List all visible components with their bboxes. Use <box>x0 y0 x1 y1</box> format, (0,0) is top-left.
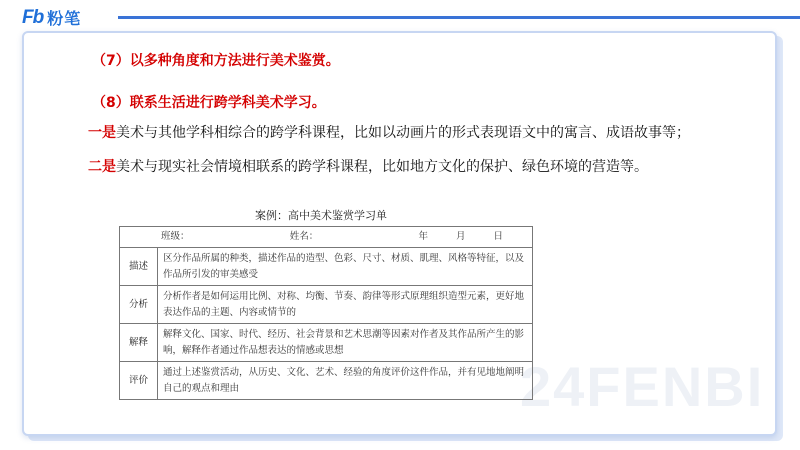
row-text: 通过上述鉴赏活动，从历史、文化、艺术、经验的角度评价这件作品，并有见地地阐明自己的观点和理由 <box>158 362 533 400</box>
fb-logo-icon <box>22 8 43 28</box>
date-field <box>418 229 503 245</box>
row-category: 描述 <box>120 248 158 286</box>
point-8: （8）联系生活进行跨学科美术学习。 <box>92 95 326 111</box>
point-7: （7）以多种角度和方法进行美术鉴赏。 <box>92 53 340 69</box>
table-header-row <box>120 227 533 248</box>
year-label: 年 <box>418 231 428 242</box>
logo-mark-text: Fb <box>22 6 44 28</box>
brand-name: 粉笔 <box>47 9 82 28</box>
row-category: 分析 <box>120 286 158 324</box>
case-table <box>119 226 533 400</box>
row-text: 分析作者是如何运用比例、对称、均衡、节奏、韵律等形式原理组织造型元素，更好地表达作品的主题、内容或情节的 <box>158 286 533 324</box>
case-title: 案例：高中美术鉴赏学习单 <box>255 209 387 222</box>
description-1 <box>88 123 690 143</box>
row-category: 评价 <box>120 362 158 400</box>
description-lead: 二是 <box>88 159 116 175</box>
header-cell <box>120 227 533 248</box>
watermark: 24FENBI <box>520 355 765 418</box>
class-field-label: 班级： <box>161 231 190 242</box>
header-divider <box>118 16 800 19</box>
row-text: 解释文化、国家、时代、经历、社会背景和艺术思潮等因素对作者及其作品所产生的影响，解释作者通过作品想表达的情感或思想 <box>158 324 533 362</box>
row-text: 区分作品所属的种类，描述作品的造型、色彩、尺寸、材质、肌理、风格等特征，以及作品所引发的审美感受 <box>158 248 533 286</box>
description-lead: 一是 <box>88 125 116 141</box>
month-label: 月 <box>455 231 466 242</box>
table-row <box>120 324 533 362</box>
name-field-label: 姓名： <box>289 231 319 242</box>
brand-logo <box>22 6 81 29</box>
table-row <box>120 286 533 324</box>
row-category: 解释 <box>120 324 158 362</box>
description-2 <box>88 157 648 177</box>
table-row <box>120 248 533 286</box>
description-text: 美术与现实社会情境相联系的跨学科课程，比如地方文化的保护、绿色环境的营造等。 <box>116 159 648 175</box>
description-text: 美术与其他学科相综合的跨学科课程，比如以动画片的形式表现语文中的寓言、成语故事等； <box>116 125 690 141</box>
day-label: 日 <box>493 231 503 242</box>
table-row <box>120 362 533 400</box>
